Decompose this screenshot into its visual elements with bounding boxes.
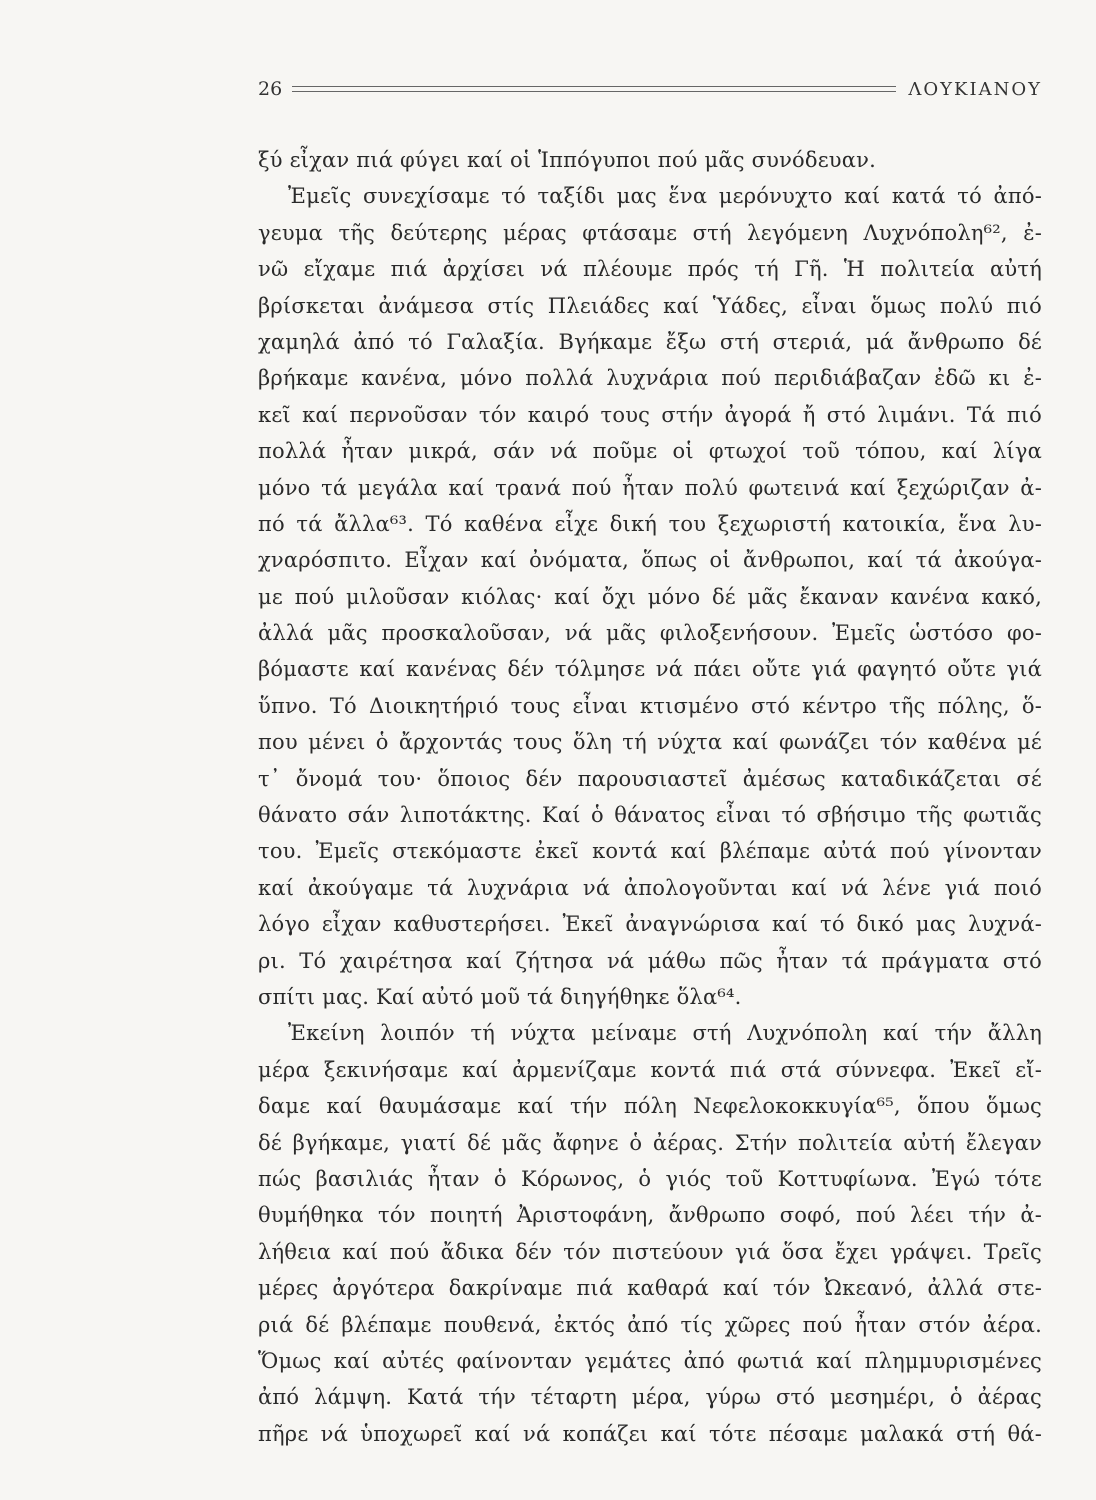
text-line: πό τά ἄλλα⁶³. Τό καθένα εἶχε δική του ξεχωριστή κατοικία, ἕνα λυ-: [258, 511, 1042, 536]
text-line: λήθεια καί πού ἄδικα δέν τόν πιστεύουν γιά ὅσα ἔχει γράψει. Τρεῖς: [258, 1239, 1042, 1264]
text-line: σπίτι μας. Καί αὐτό μοῦ τά διηγήθηκε ὅλα⁶⁴.: [258, 984, 742, 1009]
text-line: νῶ εἴχαμε πιά ἀρχίσει νά πλέουμε πρός τή Γῆ. Ἡ πολιτεία αὐτή: [258, 257, 1042, 282]
text-line: ἀλλά μᾶς προσκαλοῦσαν, νά μᾶς φιλοξενήσουν. Ἐμεῖς ὡστόσο φο-: [258, 621, 1042, 646]
text-line: του. Ἐμεῖς στεκόμαστε ἐκεῖ κοντά καί βλέπαμε αὐτά πού γίνονταν: [258, 839, 1042, 864]
text-line: μέρες ἀργότερα δακρίναμε πιά καθαρά καί τόν Ὠκεανό, ἀλλά στε-: [258, 1276, 1042, 1301]
text-line: βρήκαμε κανένα, μόνο πολλά λυχνάρια πού περιδιάβαζαν ἐδῶ κι ἐ-: [258, 366, 1042, 391]
running-title: ΛΟΥΚΙΑΝΟΥ: [908, 78, 1042, 100]
text-line: Ἐκείνη λοιπόν τή νύχτα μείναμε στή Λυχνόπολη καί τήν ἄλλη: [288, 1021, 1042, 1046]
text-line: δαμε καί θαυμάσαμε καί τήν πόλη Νεφελοκοκκυγία⁶⁵, ὅπου ὅμως: [258, 1094, 1042, 1119]
text-line: χναρόσπιτο. Εἶχαν καί ὀνόματα, ὅπως οἱ ἄνθρωποι, καί τά ἀκούγα-: [258, 548, 1042, 573]
text-line: ὕπνο. Τό Διοικητήριό τους εἶναι κτισμένο στό κέντρο τῆς πόλης, ὅ-: [258, 693, 1042, 718]
text-line: ξύ εἶχαν πιά φύγει καί οἱ Ἱππόγυποι πού μᾶς συνόδευαν.: [258, 148, 876, 172]
text-line: θάνατο σάν λιποτάκτης. Καί ὁ θάνατος εἶναι τό σβήσιμο τῆς φωτιᾶς: [258, 803, 1042, 828]
body-text: [258, 142, 1042, 1452]
text-line: πολλά ἦταν μικρά, σάν νά ποῦμε οἱ φτωχοί τοῦ τόπου, καί λίγα: [258, 439, 1042, 464]
header-rule: [292, 86, 896, 92]
text-line: μόνο τά μεγάλα καί τρανά πού ἦταν πολύ φωτεινά καί ξεχώριζαν ἀ-: [258, 475, 1042, 500]
text-line: Ὅμως καί αὐτές φαίνονταν γεμάτες ἀπό φωτιά καί πλημμυρισμένες: [258, 1348, 1042, 1373]
text-line: καί ἀκούγαμε τά λυχνάρια νά ἀπολογοῦνται καί νά λένε γιά ποιό: [258, 875, 1042, 900]
text-line: χαμηλά ἀπό τό Γαλαξία. Βγήκαμε ἔξω στή στεριά, μά ἄνθρωπο δέ: [258, 329, 1042, 354]
text-line: γευμα τῆς δεύτερης μέρας φτάσαμε στή λεγόμενη Λυχνόπολη⁶², ἐ-: [258, 220, 1042, 245]
text-line: πῆρε νά ὑποχωρεῖ καί νά κοπάζει καί τότε πέσαμε μαλακά στή θά-: [258, 1421, 1042, 1446]
text-line: λόγο εἶχαν καθυστερήσει. Ἐκεῖ ἀναγνώρισα καί τό δικό μας λυχνά-: [258, 912, 1042, 937]
text-line: που μένει ὁ ἄρχοντάς τους ὅλη τή νύχτα καί φωνάζει τόν καθένα μέ: [258, 730, 1042, 755]
text-line: βόμαστε καί κανένας δέν τόλμησε νά πάει οὔτε γιά φαγητό οὔτε γιά: [258, 657, 1042, 682]
text-line: με πού μιλοῦσαν κιόλας· καί ὄχι μόνο δέ μᾶς ἔκαναν κανένα κακό,: [258, 584, 1042, 609]
text-line: ριά δέ βλέπαμε πουθενά, ἐκτός ἀπό τίς χῶρες πού ἦταν στόν ἀέρα.: [258, 1312, 1042, 1337]
text-line: Ἐμεῖς συνεχίσαμε τό ταξίδι μας ἕνα μερόνυχτο καί κατά τό ἀπό-: [288, 184, 1042, 209]
text-line: τ᾽ ὄνομά του· ὅποιος δέν παρουσιαστεῖ ἀμέσως καταδικάζεται σέ: [258, 766, 1042, 791]
page-number: 26: [258, 78, 283, 100]
text-line: ἀπό λάμψη. Κατά τήν τέταρτη μέρα, γύρω στό μεσημέρι, ὁ ἀέρας: [258, 1385, 1042, 1410]
text-line: μέρα ξεκινήσαμε καί ἀρμενίζαμε κοντά πιά στά σύννεφα. Ἐκεῖ εἴ-: [258, 1057, 1042, 1082]
page-header: [258, 74, 1042, 104]
text-line: δέ βγήκαμε, γιατί δέ μᾶς ἄφηνε ὁ ἀέρας. Στήν πολιτεία αὐτή ἔλεγαν: [258, 1130, 1042, 1155]
text-line: πώς βασιλιάς ἦταν ὁ Κόρωνος, ὁ γιός τοῦ Κοττυφίωνα. Ἐγώ τότε: [258, 1166, 1042, 1191]
text-line: ρι. Τό χαιρέτησα καί ζήτησα νά μάθω πῶς ἦταν τά πράγματα στό: [258, 948, 1042, 973]
text-line: βρίσκεται ἀνάμεσα στίς Πλειάδες καί Ὑάδες, εἶναι ὅμως πολύ πιό: [258, 293, 1042, 318]
text-line: θυμήθηκα τόν ποιητή Ἀριστοφάνη, ἄνθρωπο σοφό, πού λέει τήν ἀ-: [258, 1203, 1042, 1228]
text-line: κεῖ καί περνοῦσαν τόν καιρό τους στήν ἀγορά ἤ στό λιμάνι. Τά πιό: [258, 402, 1042, 427]
